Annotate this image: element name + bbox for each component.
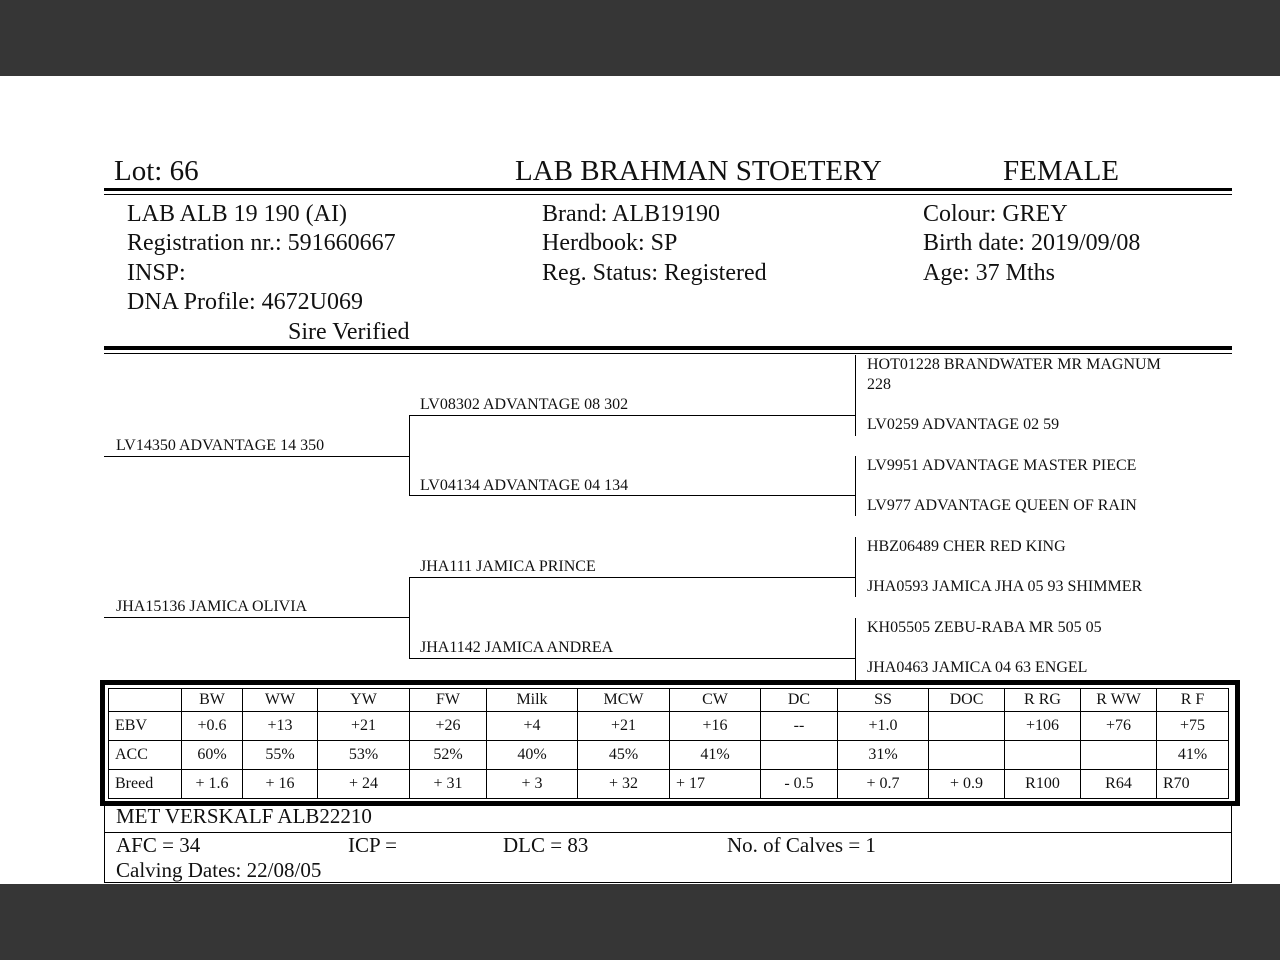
ebv-table — [108, 688, 1229, 799]
ebv-cell: 53% — [318, 741, 410, 770]
herdbook: Herdbook: SP — [542, 230, 678, 256]
ebv-cell: + 0.9 — [929, 770, 1005, 799]
ebv-header-cell: YW — [318, 689, 410, 712]
ebv-cell: +1.0 — [838, 712, 929, 741]
ebv-cell: +75 — [1157, 712, 1229, 741]
ggp-4: LV977 ADVANTAGE QUEEN OF RAIN — [867, 497, 1137, 514]
ebv-cell: 41% — [1157, 741, 1229, 770]
insp-label: INSP: — [127, 260, 186, 286]
pedigree-dam-dam: JHA1142 JAMICA ANDREA — [420, 639, 614, 656]
ggp-bracket-1 — [855, 355, 856, 436]
ebv-header-cell: R F — [1157, 689, 1229, 712]
ebv-cell: +16 — [670, 712, 761, 741]
ggp-1: HOT01228 BRANDWATER MR MAGNUM — [867, 356, 1161, 373]
ebv-header-cell: R RG — [1005, 689, 1081, 712]
ebv-cell: +13 — [243, 712, 318, 741]
ebv-cell: R64 — [1081, 770, 1157, 799]
ggp-2: LV0259 ADVANTAGE 02 59 — [867, 416, 1060, 433]
dam-line — [104, 617, 410, 618]
ebv-cell: + 31 — [410, 770, 487, 799]
ggp-bracket-4 — [855, 618, 856, 680]
ebv-row-label: ACC — [109, 741, 182, 770]
ebv-header-cell — [109, 689, 182, 712]
lot-number: Lot: 66 — [114, 155, 199, 187]
calving-dates: Calving Dates: 22/08/05 — [116, 858, 322, 882]
dam-sire-line — [409, 577, 856, 578]
age: Age: 37 Mths — [923, 260, 1055, 286]
top-dark-bar — [0, 0, 1280, 76]
ggp-5: HBZ06489 CHER RED KING — [867, 538, 1066, 555]
ebv-cell: 31% — [838, 741, 929, 770]
ggp-3: LV9951 ADVANTAGE MASTER PIECE — [867, 457, 1137, 474]
ebv-header-cell: MCW — [578, 689, 670, 712]
header-rule-thick — [104, 188, 1232, 191]
header-rule-thin — [104, 194, 1232, 195]
ebv-header-cell: FW — [410, 689, 487, 712]
ebv-cell: +21 — [318, 712, 410, 741]
sire-bracket — [409, 415, 410, 495]
ebv-header-cell: BW — [182, 689, 243, 712]
ebv-header-cell: SS — [838, 689, 929, 712]
ebv-header-cell: R WW — [1081, 689, 1157, 712]
ggp-bracket-2 — [855, 456, 856, 516]
registration-number: Registration nr.: 591660667 — [127, 230, 396, 256]
ebv-cell: 45% — [578, 741, 670, 770]
ebv-cell: +106 — [1005, 712, 1081, 741]
ebv-row-label: EBV — [109, 712, 182, 741]
ebv-cell — [929, 712, 1005, 741]
birth-date: Birth date: 2019/09/08 — [923, 230, 1141, 256]
ebv-cell: R100 — [1005, 770, 1081, 799]
sire-sire-line — [409, 415, 856, 416]
details-rule-thick — [104, 346, 1232, 350]
no-of-calves: No. of Calves = 1 — [727, 833, 876, 857]
icp: ICP = — [348, 833, 397, 857]
sex-label: FEMALE — [1003, 155, 1119, 187]
ebv-cell: +0.6 — [182, 712, 243, 741]
ebv-cell: -- — [761, 712, 838, 741]
afc: AFC = 34 — [116, 833, 201, 857]
ebv-cell — [761, 741, 838, 770]
footer-divider — [104, 832, 1231, 833]
breed-row — [109, 770, 1229, 799]
ebv-cell: 41% — [670, 741, 761, 770]
sire-dam-line — [409, 495, 856, 496]
ebv-cell: 55% — [243, 741, 318, 770]
bottom-dark-bar — [0, 884, 1280, 960]
ebv-cell: + 16 — [243, 770, 318, 799]
ebv-header-cell: Milk — [487, 689, 578, 712]
details-rule-thin — [104, 353, 1232, 354]
ebv-cell — [929, 741, 1005, 770]
ebv-cell: + 32 — [578, 770, 670, 799]
ebv-cell: 40% — [487, 741, 578, 770]
dna-profile: DNA Profile: 4672U069 — [127, 289, 363, 315]
ggp-6: JHA0593 JAMICA JHA 05 93 SHIMMER — [867, 578, 1143, 595]
ebv-header-cell: WW — [243, 689, 318, 712]
ebv-cell: R70 — [1157, 770, 1229, 799]
pedigree-sire-dam: LV04134 ADVANTAGE 04 134 — [420, 477, 629, 494]
ebv-cell: 60% — [182, 741, 243, 770]
ggp-7: KH05505 ZEBU-RABA MR 505 05 — [867, 619, 1102, 636]
breeder-name: LAB BRAHMAN STOETERY — [515, 155, 882, 187]
ebv-header-cell: DC — [761, 689, 838, 712]
pedigree-sire: LV14350 ADVANTAGE 14 350 — [116, 437, 325, 454]
dlc: DLC = 83 — [503, 833, 589, 857]
pedigree-dam-sire: JHA111 JAMICA PRINCE — [420, 558, 596, 575]
ggp-bracket-3 — [855, 537, 856, 597]
ebv-cell: + 0.7 — [838, 770, 929, 799]
ebv-cell: + 3 — [487, 770, 578, 799]
ebv-cell: + 1.6 — [182, 770, 243, 799]
ebv-row-label: Breed — [109, 770, 182, 799]
ebv-cell: + 24 — [318, 770, 410, 799]
ebv-header-cell: DOC — [929, 689, 1005, 712]
ebv-cell — [1081, 741, 1157, 770]
met-verskalf: MET VERSKALF ALB22210 — [116, 804, 372, 828]
pedigree-sire-sire: LV08302 ADVANTAGE 08 302 — [420, 396, 629, 413]
ebv-header-cell: CW — [670, 689, 761, 712]
colour: Colour: GREY — [923, 201, 1068, 227]
dam-dam-line — [409, 658, 856, 659]
reg-status: Reg. Status: Registered — [542, 260, 767, 286]
dam-bracket — [409, 577, 410, 658]
brand: Brand: ALB19190 — [542, 201, 720, 227]
ebv-cell: +26 — [410, 712, 487, 741]
acc-row — [109, 741, 1229, 770]
ggp-8: JHA0463 JAMICA 04 63 ENGEL — [867, 659, 1088, 676]
ebv-cell — [1005, 741, 1081, 770]
animal-name: LAB ALB 19 190 (AI) — [127, 201, 347, 227]
sire-line — [104, 456, 410, 457]
ebv-cell: +76 — [1081, 712, 1157, 741]
ebv-row — [109, 712, 1229, 741]
ebv-cell: +21 — [578, 712, 670, 741]
ebv-cell: 52% — [410, 741, 487, 770]
ebv-cell: - 0.5 — [761, 770, 838, 799]
ebv-cell: + 17 — [670, 770, 761, 799]
sire-verified: Sire Verified — [288, 319, 410, 345]
ggp-1-cont: 228 — [867, 376, 891, 393]
ebv-cell: +4 — [487, 712, 578, 741]
pedigree-dam: JHA15136 JAMICA OLIVIA — [116, 598, 308, 615]
ebv-header-row — [109, 689, 1229, 712]
